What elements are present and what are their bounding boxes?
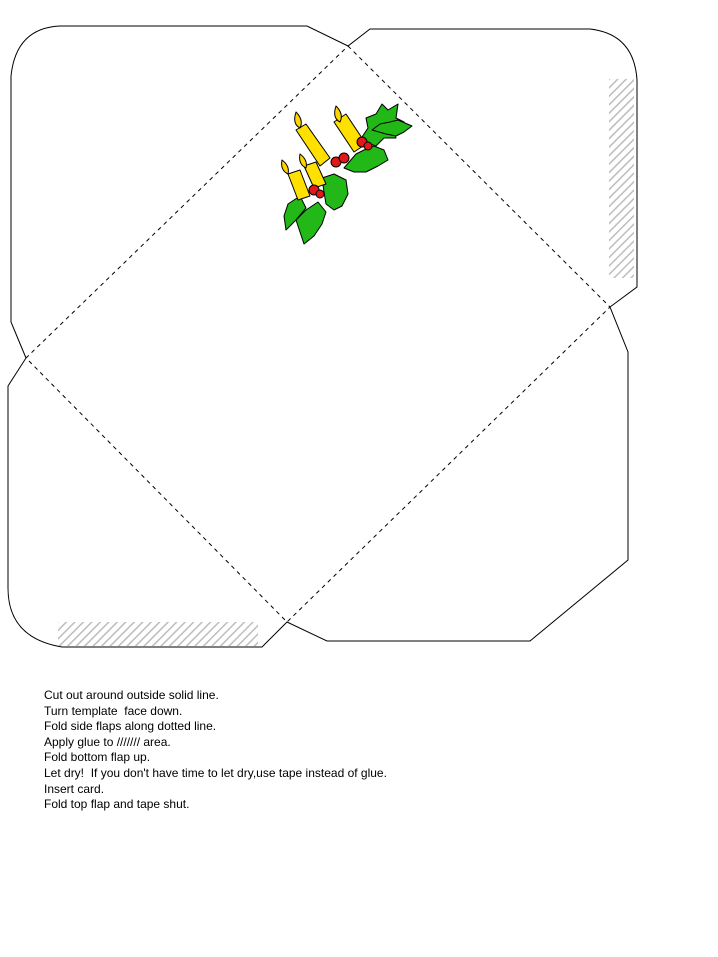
instruction-line: Let dry! If you don't have time to let dry,use tape instead of glue. xyxy=(44,765,387,780)
holly-leaf xyxy=(322,174,348,210)
christmas-candles-holly-icon xyxy=(282,104,412,244)
instruction-line: Fold bottom flap up. xyxy=(44,750,151,765)
glue-area-bottom-flap xyxy=(58,622,258,646)
instructions-list xyxy=(44,688,387,813)
glue-area-right-flap xyxy=(609,79,634,278)
candle-flame xyxy=(295,112,302,128)
candle-flame xyxy=(335,106,342,122)
fold-lines xyxy=(26,46,610,622)
holly-berry xyxy=(339,153,349,163)
instruction-line: Apply glue to /////// area. xyxy=(44,734,171,749)
holly-berry xyxy=(316,190,324,198)
candle-flame xyxy=(282,160,289,174)
instruction-line: Fold side flaps along dotted line. xyxy=(44,719,217,734)
candle-flame xyxy=(300,154,307,168)
instruction-line: Insert card. xyxy=(44,781,105,796)
holly-berry xyxy=(364,142,372,150)
cut-outline xyxy=(8,26,637,647)
candle xyxy=(288,170,310,200)
candle xyxy=(304,162,326,188)
instruction-line: Cut out around outside solid line. xyxy=(44,688,219,702)
instruction-line: Fold top flap and tape shut. xyxy=(44,797,190,812)
instruction-line: Turn template face down. xyxy=(44,703,183,718)
